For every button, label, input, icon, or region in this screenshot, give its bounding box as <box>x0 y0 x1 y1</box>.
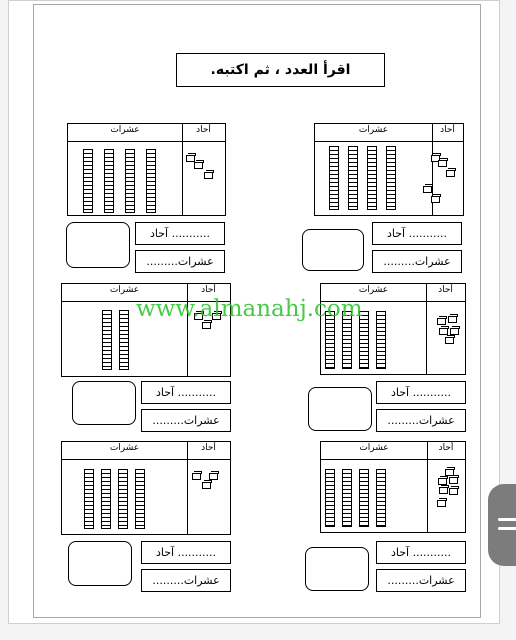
ones-cube <box>449 477 458 484</box>
tens-rod <box>119 310 129 370</box>
ones-cube <box>423 186 432 193</box>
ones-cube <box>186 155 195 162</box>
ones-cube <box>437 318 446 325</box>
tens-rod <box>376 311 386 369</box>
tens-header: عشرات <box>110 125 140 135</box>
ones-header: أحاد <box>440 125 455 135</box>
worksheet-title: اقرأ العدد ، ثم اكتبه. <box>176 53 385 87</box>
tens-answer-field[interactable]: عشرات......... <box>372 250 462 273</box>
tens-header: عشرات <box>359 443 389 453</box>
column-divider <box>187 284 188 376</box>
tens-rod <box>325 469 335 527</box>
tens-answer-field[interactable]: عشرات......... <box>141 409 231 432</box>
ones-cube <box>431 196 440 203</box>
ones-answer-field[interactable]: ........... آحاد <box>141 381 231 404</box>
tens-rod <box>342 469 352 527</box>
answer-box[interactable] <box>302 229 364 271</box>
ones-cube <box>192 473 201 480</box>
tens-answer-field[interactable]: عشرات......... <box>135 250 225 273</box>
ones-header: أحاد <box>438 285 453 295</box>
place-value-table <box>61 441 231 535</box>
ones-cube <box>202 482 211 489</box>
ones-cube <box>450 328 459 335</box>
ones-answer-field[interactable]: ........... آحاد <box>141 541 231 564</box>
ones-cube <box>212 313 221 320</box>
ones-answer-field[interactable]: ........... آحاد <box>372 222 462 245</box>
place-value-table <box>67 123 226 216</box>
tens-rod <box>386 146 396 210</box>
tens-rod <box>329 146 339 210</box>
tens-rod <box>325 311 335 369</box>
ones-cube <box>194 162 203 169</box>
menu-line <box>498 527 516 530</box>
ones-answer-field[interactable]: ........... آحاد <box>376 381 466 404</box>
column-divider <box>182 124 183 215</box>
ones-cube <box>445 337 454 344</box>
tens-answer-field[interactable]: عشرات......... <box>141 569 231 592</box>
ones-cube <box>448 316 457 323</box>
ones-cube <box>438 478 447 485</box>
ones-header: أحاد <box>201 285 216 295</box>
ones-header: أحاد <box>196 125 211 135</box>
ones-cube <box>204 172 213 179</box>
place-value-table <box>314 123 464 216</box>
tens-rod <box>135 469 145 529</box>
tens-rod <box>359 311 369 369</box>
tens-rod <box>348 146 358 210</box>
tens-answer-field[interactable]: عشرات......... <box>376 409 466 432</box>
answer-box[interactable] <box>66 222 130 268</box>
column-divider <box>427 442 428 532</box>
tens-header: عشرات <box>358 125 389 135</box>
place-value-table <box>61 283 231 377</box>
tens-header: عشرات <box>109 443 140 453</box>
ones-answer-field[interactable]: ........... آحاد <box>376 541 466 564</box>
menu-line <box>498 518 516 521</box>
tens-rod <box>146 149 156 213</box>
watermark: www.almanahj.com <box>136 296 363 322</box>
tens-rod <box>104 149 114 213</box>
answer-box[interactable] <box>68 541 132 586</box>
ones-cube <box>446 170 455 177</box>
column-divider <box>187 442 188 534</box>
ones-cube <box>449 488 458 495</box>
column-divider <box>426 284 427 374</box>
place-value-table <box>320 441 466 533</box>
tens-header: عشرات <box>109 285 140 295</box>
tens-rod <box>102 310 112 370</box>
side-menu-button[interactable] <box>488 484 516 566</box>
ones-cube <box>439 487 448 494</box>
answer-box[interactable] <box>308 387 372 431</box>
ones-cube <box>194 313 203 320</box>
ones-answer-field[interactable]: ........... آحاد <box>135 222 225 245</box>
ones-cube <box>209 473 218 480</box>
tens-answer-field[interactable]: عشرات......... <box>376 569 466 592</box>
tens-header: عشرات <box>358 285 389 295</box>
ones-header: أحاد <box>438 443 454 453</box>
tens-rod <box>83 149 93 213</box>
place-value-table <box>320 283 466 375</box>
tens-rod <box>84 469 94 529</box>
ones-cube <box>437 500 446 507</box>
ones-cube <box>439 328 448 335</box>
tens-rod <box>101 469 111 529</box>
ones-header: أحاد <box>201 443 216 453</box>
answer-box[interactable] <box>72 381 136 425</box>
answer-box[interactable] <box>305 547 369 591</box>
tens-rod <box>367 146 377 210</box>
tens-rod <box>376 469 386 527</box>
tens-rod <box>125 149 135 213</box>
tens-rod <box>118 469 128 529</box>
ones-cube <box>202 322 211 329</box>
ones-cube <box>438 160 447 167</box>
tens-rod <box>342 311 352 369</box>
tens-rod <box>359 469 369 527</box>
